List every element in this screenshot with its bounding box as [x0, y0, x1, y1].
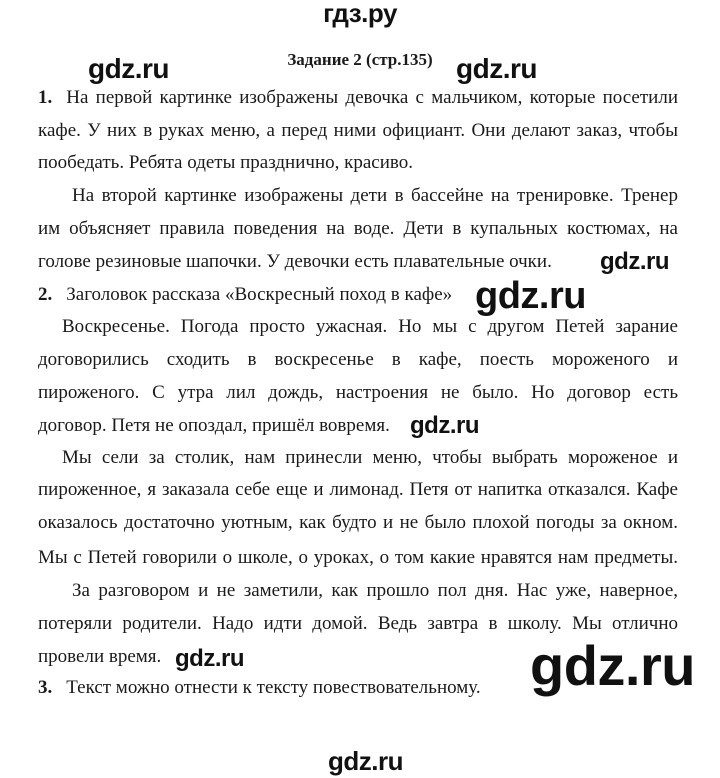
item-number: 3.: [38, 677, 53, 698]
text: Текст можно отнести к тексту повествовательному.: [66, 677, 481, 698]
page-title: Задание 2 (стр.135): [287, 50, 433, 69]
paragraph-line: договорились сходить в воскресенье в кафе, поесть мороженого и: [38, 349, 678, 370]
paragraph-line: голове резиновые шапочки. У девочки есть плавательные очки.: [38, 251, 552, 272]
paragraph-line: им объясняет правила поведения на воде. Дети в купальных костюмах, на: [38, 218, 678, 239]
item-number: 2.: [38, 284, 53, 305]
watermark: gdz.ru: [475, 275, 586, 317]
watermark: gdz.ru: [175, 645, 244, 672]
watermark: gdz.ru: [530, 634, 695, 697]
watermark: gdz.ru: [456, 53, 537, 84]
paragraph-line: провели время.: [38, 646, 162, 667]
watermark: gdz.ru: [600, 248, 669, 275]
watermark: gdz.ru: [328, 746, 403, 776]
paragraph-line: Мы сели за столик, нам принесли меню, чтобы выбрать мороженое и: [62, 447, 678, 468]
paragraph-line: [38, 87, 678, 109]
paragraph-line: пироженное, я заказала себе еще и лимонад. Петя от напитка отказался. Кафе: [38, 479, 678, 500]
paragraph-line: На второй картинке изображены дети в бассейне на тренировке. Тренер: [72, 185, 678, 206]
text: На первой картинке изображены девочка с мальчиком, которые посетили: [66, 87, 678, 108]
paragraph-line: пироженого. С утра лил дождь, настроения не было. Но договор есть: [38, 382, 678, 403]
item-number: 1.: [38, 87, 53, 108]
paragraph-line: договор. Петя не опоздал, пришёл вовремя.: [38, 415, 390, 436]
watermark: gdz.ru: [88, 53, 169, 84]
watermark: gdz.ru: [410, 412, 479, 439]
paragraph-line: Мы с Петей говорили о школе, о уроках, о том какие нравятся нам предметы.: [38, 547, 678, 568]
paragraph-line: кафе. У них в руках меню, а перед ними официант. Они делают заказ, чтобы: [38, 120, 678, 141]
paragraph-line: потеряли родители. Надо идти домой. Ведь завтра в школу. Мы отлично: [38, 613, 678, 634]
paragraph-line: За разговором и не заметили, как прошло пол дня. Нас уже, наверное,: [72, 580, 678, 601]
paragraph-line: оказалось достаточно уютным, как будто и не было плохой погоды за окном.: [38, 512, 678, 533]
paragraph-line: пообедать. Ребята одеты празднично, красиво.: [38, 152, 413, 173]
header-watermark: гдз.ру: [323, 0, 397, 28]
paragraph-line: Воскресенье. Погода просто ужасная. Но мы с другом Петей зарание: [62, 316, 678, 337]
text: Заголовок рассказа «Воскресный поход в кафе»: [66, 284, 453, 305]
